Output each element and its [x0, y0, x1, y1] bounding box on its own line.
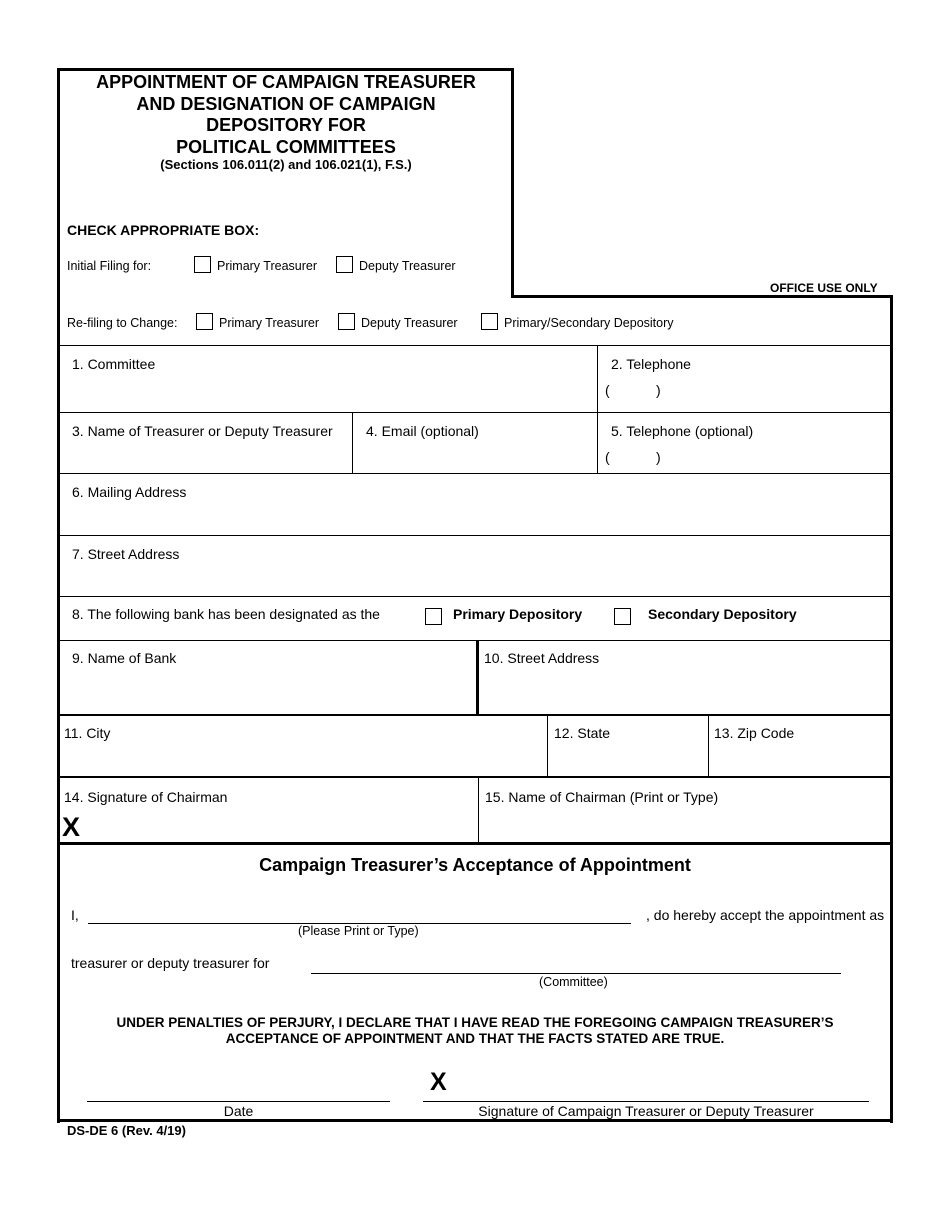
date-label: Date [223, 1103, 254, 1119]
row-line-7 [57, 714, 893, 716]
refiling-primary-treasurer-checkbox[interactable] [196, 313, 213, 330]
row-line-6 [57, 640, 893, 641]
telephone-field[interactable]: 2. Telephone [611, 356, 691, 372]
committee-field[interactable]: 1. Committee [72, 356, 156, 372]
telephone-optional-paren-close: ) [656, 449, 661, 465]
col-line-telephone [597, 345, 598, 474]
secondary-depository-checkbox[interactable] [614, 608, 631, 625]
initial-primary-treasurer-checkbox[interactable] [194, 256, 211, 273]
secondary-depository-label: Secondary Depository [648, 606, 797, 622]
treasurer-sign-mark: X [430, 1068, 447, 1096]
chairman-signature-field[interactable]: 14. Signature of Chairman [64, 789, 228, 805]
primary-depository-checkbox[interactable] [425, 608, 442, 625]
form-title-line-2: AND DESIGNATION OF CAMPAIGN [136, 93, 436, 114]
bank-name-field[interactable]: 9. Name of Bank [72, 650, 177, 666]
primary-depository-label: Primary Depository [453, 606, 583, 622]
print-or-type-hint: (Please Print or Type) [298, 924, 419, 938]
refiling-depository-checkbox[interactable] [481, 313, 498, 330]
initial-filing-label: Initial Filing for: [67, 259, 152, 273]
row-line-5 [57, 596, 893, 597]
acceptance-committee-line[interactable] [311, 973, 841, 974]
outer-bottom-border [57, 1119, 893, 1122]
street-address-field[interactable]: 7. Street Address [72, 546, 180, 562]
title-box-top [57, 68, 514, 71]
telephone-optional-paren-open: ( [605, 449, 610, 465]
col-line-zip [708, 715, 709, 777]
perjury-declaration-line-2: ACCEPTANCE OF APPOINTMENT AND THAT THE FACTS STATED ARE TRUE. [225, 1031, 725, 1046]
refiling-deputy-treasurer-checkbox[interactable] [338, 313, 355, 330]
col-line-email [352, 412, 353, 474]
refiling-primary-treasurer-label: Primary Treasurer [219, 316, 320, 330]
col-line-chairman [478, 777, 479, 843]
form-title-line-3: DEPOSITORY FOR [206, 115, 366, 135]
initial-deputy-treasurer-checkbox[interactable] [336, 256, 353, 273]
row-line-3 [57, 473, 893, 474]
office-use-top [511, 295, 893, 298]
acceptance-accept-text: , do hereby accept the appointment as [646, 907, 885, 923]
statute-reference: (Sections 106.011(2) and 106.021(1), F.S.) [160, 157, 412, 172]
treasurer-for-label: treasurer or deputy treasurer for [71, 955, 270, 971]
chairman-name-field[interactable]: 15. Name of Chairman (Print or Type) [485, 789, 719, 805]
refiling-label: Re-filing to Change: [67, 316, 178, 330]
col-line-bank [476, 640, 479, 716]
row-line-9 [57, 842, 893, 845]
row-line-4 [57, 535, 893, 536]
treasurer-signature-label: Signature of Campaign Treasurer or Deputy Treasurer [478, 1103, 814, 1119]
office-use-only-label: OFFICE USE ONLY [770, 281, 878, 295]
zip-code-field[interactable]: 13. Zip Code [714, 725, 795, 741]
state-field[interactable]: 12. State [554, 725, 611, 741]
initial-primary-treasurer-label: Primary Treasurer [217, 259, 318, 273]
bank-street-address-field[interactable]: 10. Street Address [484, 650, 600, 666]
check-box-heading: CHECK APPROPRIATE BOX: [67, 222, 260, 238]
refiling-deputy-treasurer-label: Deputy Treasurer [361, 316, 458, 330]
acceptance-i-label: I, [71, 907, 79, 923]
telephone-paren-open: ( [605, 382, 610, 398]
row-line-8 [57, 776, 893, 778]
form-id: DS-DE 6 (Rev. 4/19) [67, 1123, 186, 1138]
treasurer-name-field[interactable]: 3. Name of Treasurer or Deputy Treasurer [72, 423, 333, 439]
telephone-paren-close: ) [656, 382, 661, 398]
city-field[interactable]: 11. City [64, 725, 111, 741]
form-title-line-1: APPOINTMENT OF CAMPAIGN TREASURER [96, 72, 476, 92]
bank-designation-label: 8. The following bank has been designated as the [72, 606, 380, 622]
committee-hint: (Committee) [539, 975, 608, 989]
initial-deputy-treasurer-label: Deputy Treasurer [359, 259, 456, 273]
mailing-address-field[interactable]: 6. Mailing Address [72, 484, 187, 500]
form-title-line-4: POLITICAL COMMITTEES [176, 136, 396, 157]
date-line[interactable] [87, 1101, 390, 1102]
treasurer-signature-line[interactable] [423, 1101, 869, 1102]
col-line-state [547, 715, 548, 777]
row-line-2 [57, 412, 893, 413]
outer-right-border [890, 295, 893, 1123]
email-field[interactable]: 4. Email (optional) [366, 423, 479, 439]
telephone-optional-field[interactable]: 5. Telephone (optional) [611, 423, 754, 439]
perjury-declaration-line-1: UNDER PENALTIES OF PERJURY, I DECLARE THAT I HAVE READ THE FOREGOING CAMPAIGN TREASURER’S [116, 1015, 834, 1030]
chairman-sign-mark: X [62, 812, 81, 842]
refiling-depository-label: Primary/Secondary Depository [504, 316, 674, 330]
acceptance-heading: Campaign Treasurer’s Acceptance of Appointment [259, 855, 691, 875]
row-line-1 [57, 345, 893, 346]
